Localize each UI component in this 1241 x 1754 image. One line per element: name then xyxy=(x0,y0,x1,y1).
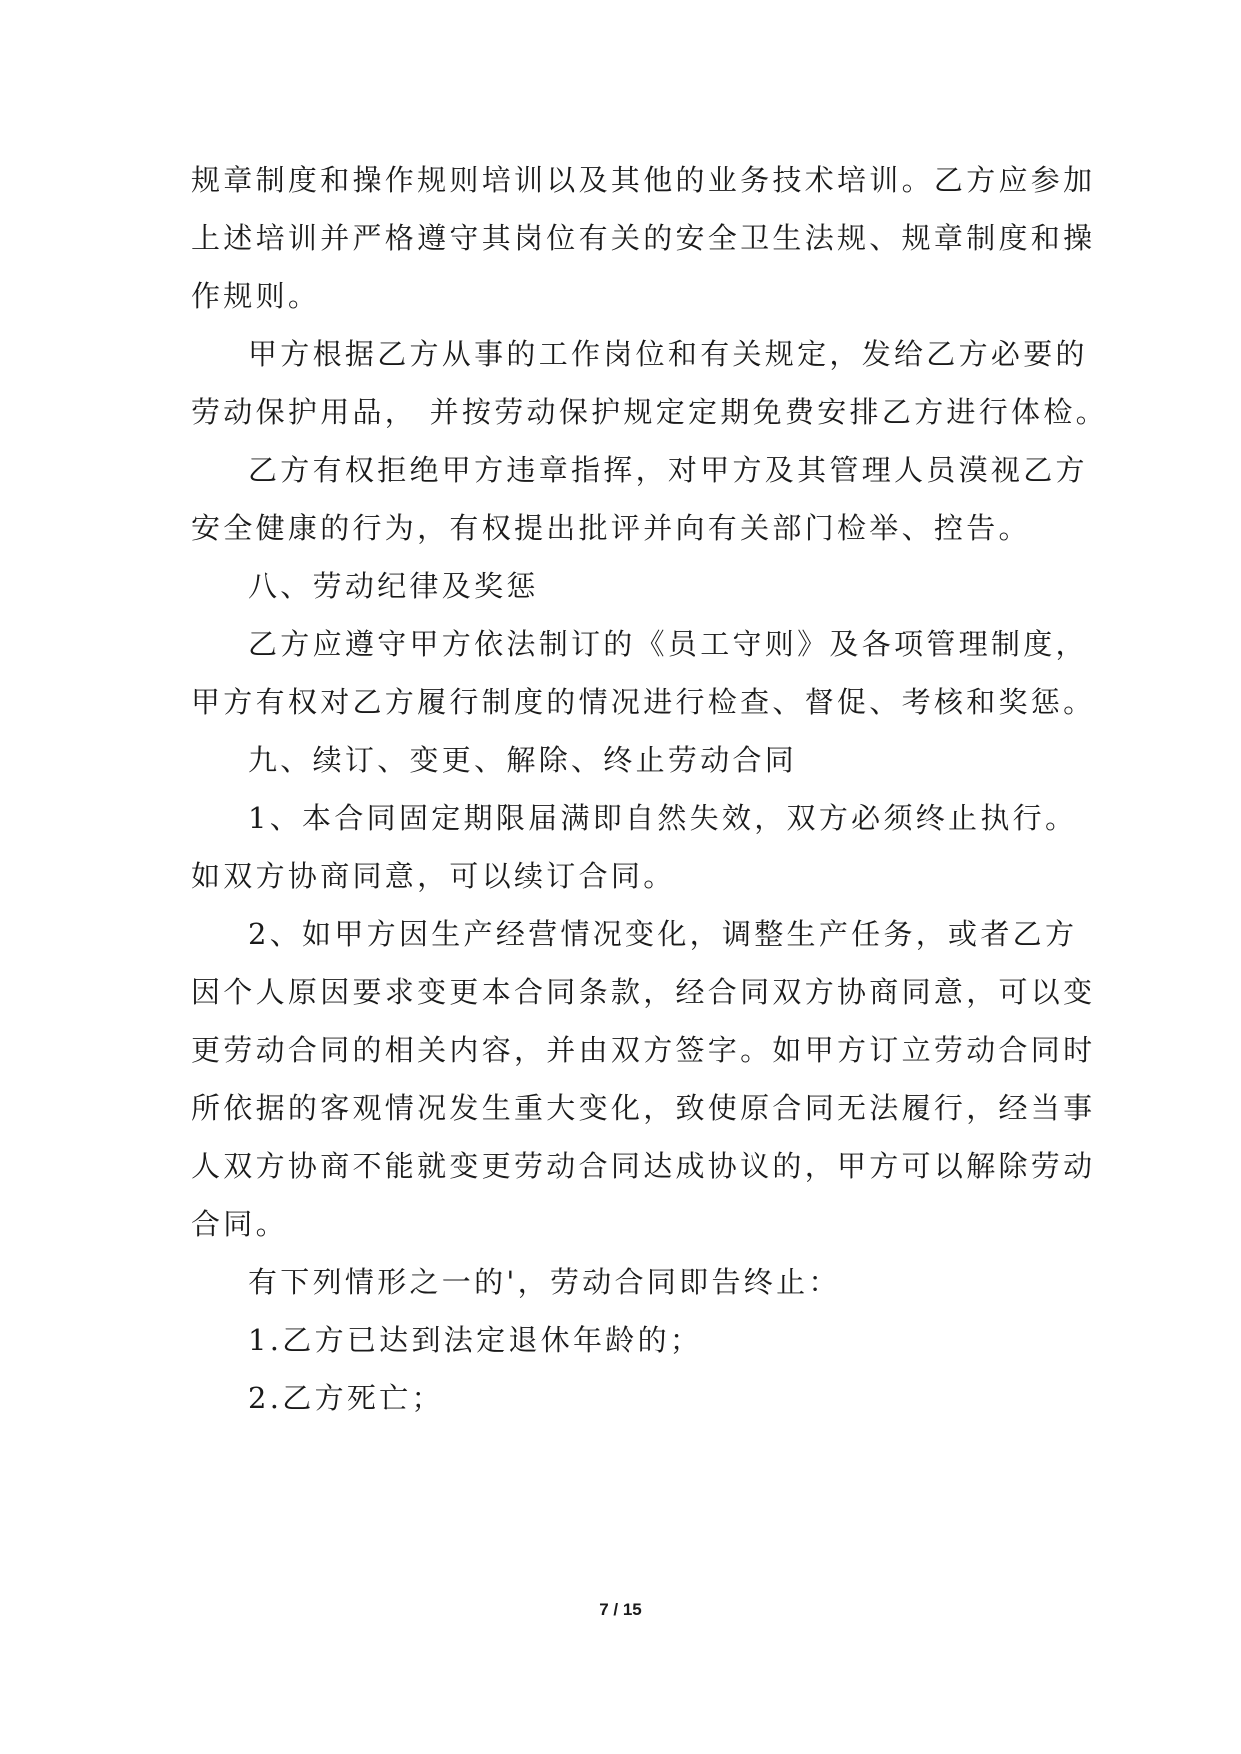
text-line: 如双方协商同意，可以续订合同。 xyxy=(191,859,676,893)
list-item: 1.乙方已达到法定退休年龄的； xyxy=(248,1323,703,1357)
text-line: 上述培训并严格遵守其岗位有关的安全卫生法规、规章制度和操 xyxy=(191,221,1096,255)
text-line: 1、本合同固定期限届满即自然失效，双方必须终止执行。 xyxy=(248,801,1078,835)
text-line: 乙方应遵守甲方依法制订的《员工守则》及各项管理制度， xyxy=(248,627,1088,661)
text-line: 甲方有权对乙方履行制度的情况进行检查、督促、考核和奖惩。 xyxy=(191,685,1096,719)
text-line: 人双方协商不能就变更劳动合同达成协议的，甲方可以解除劳动 xyxy=(191,1149,1096,1183)
text-line: 乙方有权拒绝甲方违章指挥，对甲方及其管理人员漠视乙方 xyxy=(248,453,1088,487)
text-line: 有下列情形之一的'，劳动合同即告终止： xyxy=(248,1265,841,1299)
text-line: 合同。 xyxy=(191,1207,288,1241)
text-line: 作规则。 xyxy=(191,279,321,313)
text-line: 安全健康的行为，有权提出批评并向有关部门检举、控告。 xyxy=(191,511,1031,545)
text-line: 劳动保护用品， 并按劳动保护规定定期免费安排乙方进行体检。 xyxy=(191,395,1108,429)
text-line: 2、如甲方因生产经营情况变化，调整生产任务，或者乙方 xyxy=(248,917,1078,951)
text-line: 所依据的客观情况发生重大变化，致使原合同无法履行，经当事 xyxy=(191,1091,1096,1125)
text-line: 规章制度和操作规则培训以及其他的业务技术培训。乙方应参加 xyxy=(191,163,1096,197)
section-heading: 九、续订、变更、解除、终止劳动合同 xyxy=(248,743,798,777)
page-number: 7 / 15 xyxy=(599,1600,642,1619)
section-heading: 八、劳动纪律及奖惩 xyxy=(248,569,539,603)
text-line: 甲方根据乙方从事的工作岗位和有关规定，发给乙方必要的 xyxy=(248,337,1088,371)
list-item: 2.乙方死亡； xyxy=(248,1381,444,1415)
text-line: 更劳动合同的相关内容，并由双方签字。如甲方订立劳动合同时 xyxy=(191,1033,1096,1067)
text-line: 因个人原因要求变更本合同条款，经合同双方协商同意，可以变 xyxy=(191,975,1096,1009)
